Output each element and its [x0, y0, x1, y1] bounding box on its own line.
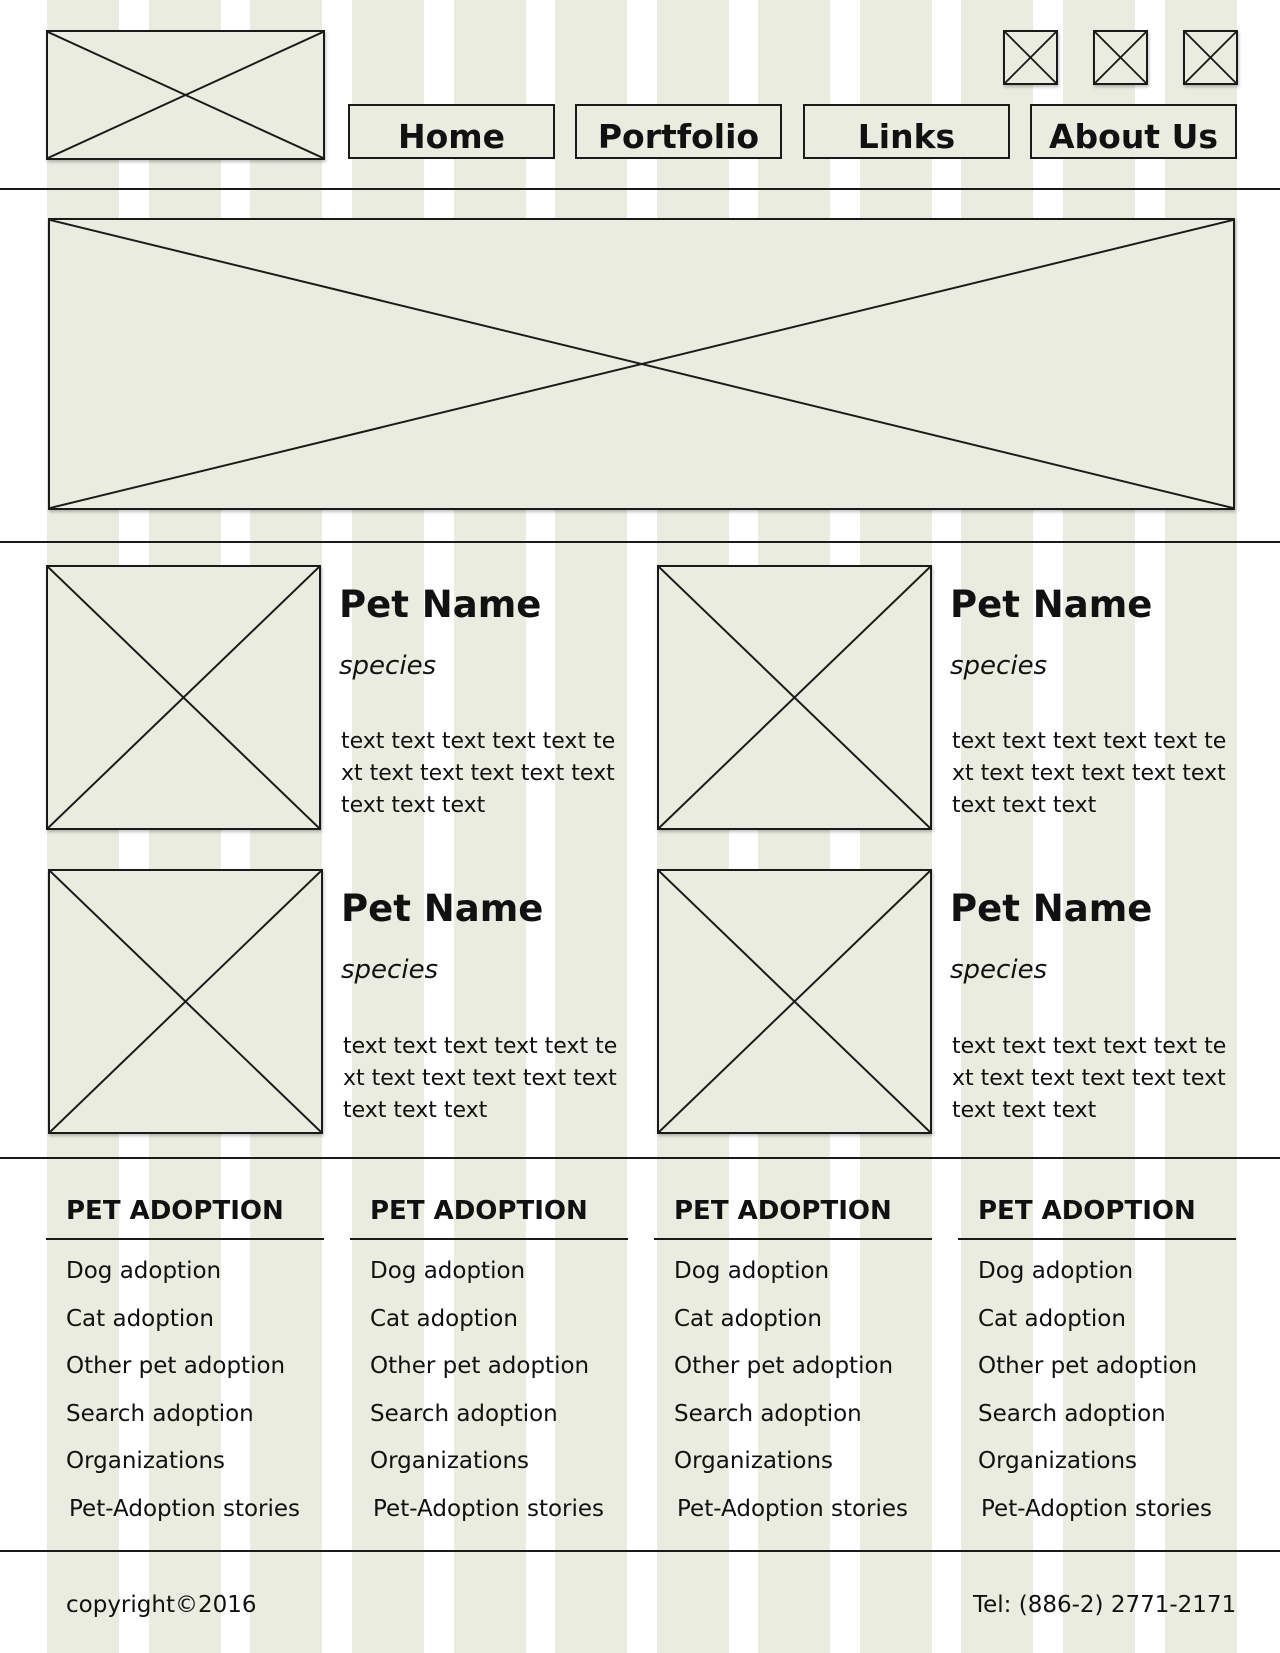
- footer-link[interactable]: Pet-Adoption stories: [373, 1495, 605, 1522]
- footer-link[interactable]: Search adoption: [978, 1400, 1166, 1427]
- footer-link[interactable]: Pet-Adoption stories: [69, 1495, 301, 1522]
- footer-link[interactable]: Organizations: [66, 1448, 226, 1474]
- footer-title-rule: [46, 1238, 324, 1240]
- image-placeholder-icon: [1185, 32, 1236, 83]
- social-icon-1[interactable]: [1003, 30, 1058, 85]
- hero-banner-placeholder[interactable]: [48, 218, 1235, 510]
- hero-divider: [0, 541, 1280, 543]
- footer-link[interactable]: Other pet adoption: [66, 1353, 286, 1379]
- social-icon-2[interactable]: [1093, 30, 1148, 85]
- image-placeholder-icon: [659, 567, 930, 828]
- footer-link[interactable]: Dog adoption: [978, 1258, 1134, 1284]
- pet-name: Pet Name: [950, 583, 1153, 626]
- footer-title-rule: [654, 1238, 932, 1240]
- pet-photo-placeholder[interactable]: [657, 565, 932, 830]
- copyright-text: copyright©2016: [66, 1592, 257, 1618]
- pet-species: species: [341, 955, 439, 985]
- footer-divider: [0, 1550, 1280, 1552]
- footer-link-list: [654, 1248, 932, 1533]
- footer-link-list: [46, 1248, 324, 1533]
- pet-description: text text text text text text text text text text text text text text: [343, 1034, 618, 1123]
- footer-column-title: PET ADOPTION: [370, 1196, 588, 1226]
- pet-name: Pet Name: [950, 887, 1153, 930]
- footer-link[interactable]: Cat adoption: [370, 1305, 518, 1332]
- footer-title-rule: [958, 1238, 1236, 1240]
- footer-column: [654, 1196, 932, 1533]
- footer-link[interactable]: Search adoption: [370, 1400, 558, 1427]
- footer-link[interactable]: Cat adoption: [978, 1305, 1126, 1332]
- footer-column-title: PET ADOPTION: [978, 1196, 1196, 1226]
- pet-species: species: [339, 651, 437, 681]
- pet-description: text text text text text text text text text text text text text text: [952, 1034, 1227, 1123]
- footer-column: [350, 1196, 628, 1533]
- image-placeholder-icon: [50, 220, 1233, 508]
- image-placeholder-icon: [48, 32, 323, 158]
- footer-link[interactable]: Dog adoption: [66, 1258, 222, 1284]
- nav-links[interactable]: Links: [803, 104, 1010, 159]
- nav-home[interactable]: Home: [348, 104, 555, 159]
- pet-photo-placeholder[interactable]: [46, 565, 321, 830]
- footer-link-list: [350, 1248, 628, 1533]
- social-icon-3[interactable]: [1183, 30, 1238, 85]
- content-divider: [0, 1157, 1280, 1159]
- footer-link[interactable]: Other pet adoption: [370, 1353, 590, 1379]
- pet-description: text text text text text text text text text text text text text text: [952, 729, 1227, 818]
- footer-link[interactable]: Pet-Adoption stories: [677, 1495, 909, 1522]
- pet-photo-placeholder[interactable]: [657, 869, 932, 1134]
- pet-description: text text text text text text text text text text text text text text: [341, 729, 616, 818]
- header-divider: [0, 188, 1280, 190]
- footer-link[interactable]: Dog adoption: [370, 1258, 526, 1284]
- footer-link-list: [958, 1248, 1236, 1533]
- pet-photo-placeholder[interactable]: [48, 869, 323, 1134]
- footer-title-rule: [350, 1238, 628, 1240]
- footer-column-title: PET ADOPTION: [66, 1196, 284, 1226]
- footer-column-title: PET ADOPTION: [674, 1196, 892, 1226]
- footer-link[interactable]: Cat adoption: [66, 1305, 214, 1332]
- image-placeholder-icon: [50, 871, 321, 1132]
- image-placeholder-icon: [1005, 32, 1056, 83]
- nav-portfolio[interactable]: Portfolio: [575, 104, 782, 159]
- pet-species: species: [950, 651, 1048, 681]
- footer-link[interactable]: Search adoption: [674, 1400, 862, 1427]
- footer-link[interactable]: Other pet adoption: [674, 1353, 894, 1379]
- footer-link[interactable]: Organizations: [674, 1448, 834, 1474]
- footer-link[interactable]: Organizations: [370, 1448, 530, 1474]
- footer-link[interactable]: Search adoption: [66, 1400, 254, 1427]
- footer-link[interactable]: Organizations: [978, 1448, 1138, 1474]
- pet-name: Pet Name: [339, 583, 542, 626]
- image-placeholder-icon: [659, 871, 930, 1132]
- image-placeholder-icon: [48, 567, 319, 828]
- pet-species: species: [950, 955, 1048, 985]
- logo-placeholder[interactable]: [46, 30, 325, 160]
- footer-link[interactable]: Pet-Adoption stories: [981, 1495, 1213, 1522]
- telephone-text: Tel: (886-2) 2771-2171: [973, 1592, 1237, 1618]
- footer-link[interactable]: Dog adoption: [674, 1258, 830, 1284]
- image-placeholder-icon: [1095, 32, 1146, 83]
- footer-link[interactable]: Other pet adoption: [978, 1353, 1198, 1379]
- footer-link[interactable]: Cat adoption: [674, 1305, 822, 1332]
- footer-column: [46, 1196, 324, 1533]
- footer-column: [958, 1196, 1236, 1533]
- pet-name: Pet Name: [341, 887, 544, 930]
- nav-about-us[interactable]: About Us: [1030, 104, 1237, 159]
